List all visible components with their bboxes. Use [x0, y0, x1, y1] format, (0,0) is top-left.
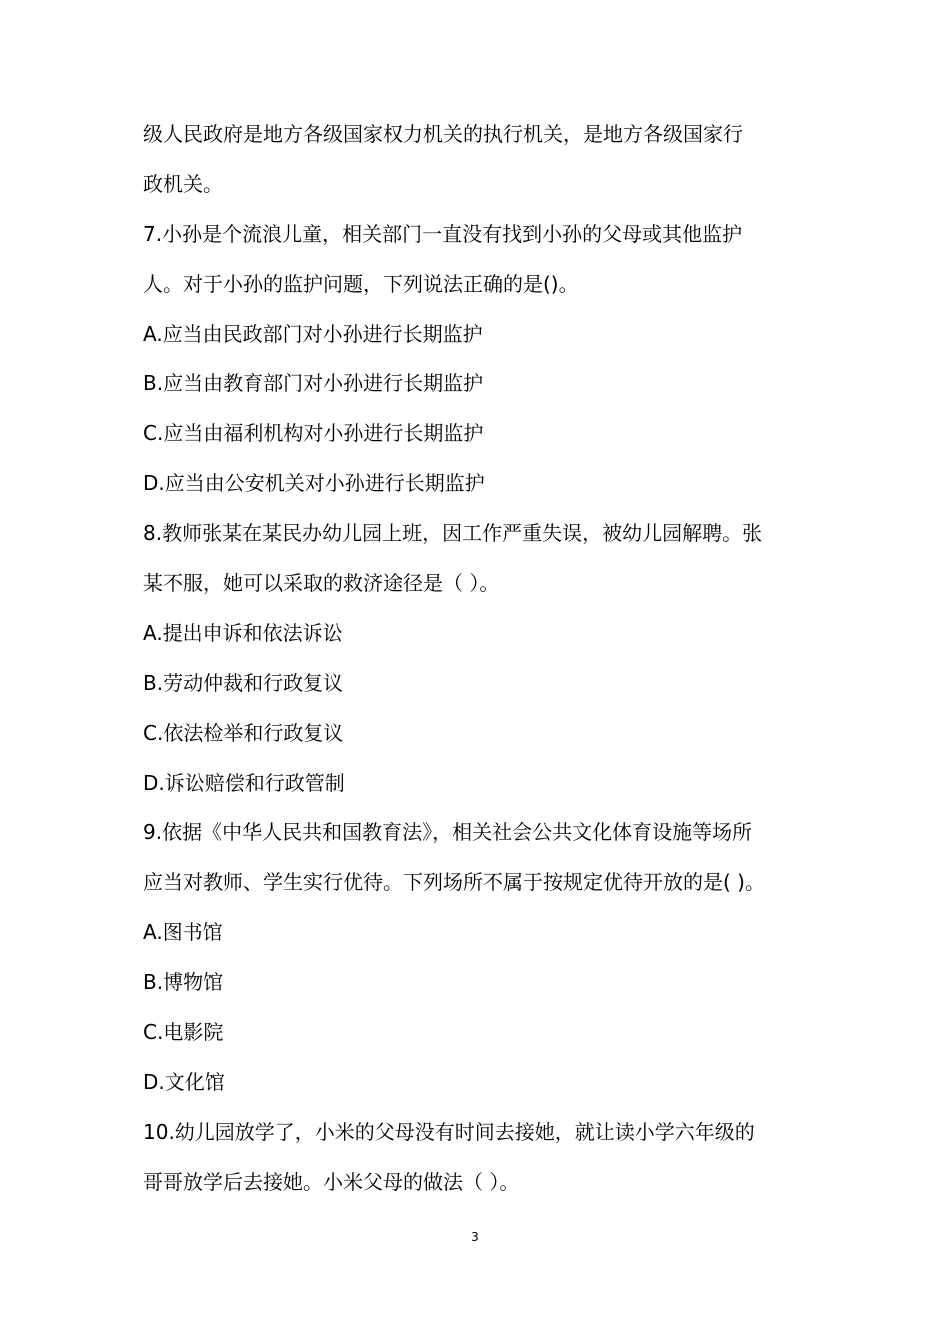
question-7-stem: 人。对于小孙的监护问题，下列说法正确的是()。: [143, 271, 579, 296]
question-10-stem: 10.幼儿园放学了，小米的父母没有时间去接她，就让读小学六年级的: [143, 1119, 755, 1144]
question-9-stem: 应当对教师、学生实行优待。下列场所不属于按规定优待开放的是( )。: [143, 870, 765, 895]
question-8-option-b: B.劳动仲裁和行政复议: [143, 670, 344, 695]
question-10-stem: 哥哥放学后去接她。小米父母的做法（ ）。: [143, 1169, 520, 1194]
question-7-stem: 7.小孙是个流浪儿童，相关部门一直没有找到小孙的父母或其他监护: [143, 221, 743, 246]
page-number: 3: [471, 1230, 479, 1244]
question-9-option-c: C.电影院: [143, 1020, 224, 1045]
question-8-option-d: D.诉讼赔偿和行政管制: [143, 770, 345, 795]
question-9-option-d: D.文化馆: [143, 1069, 225, 1094]
question-8-stem: 某不服，她可以采取的救济途径是（ ）。: [143, 571, 500, 596]
question-9-stem: 9.依据《中华人民共和国教育法》，相关社会公共文化体育设施等场所: [143, 820, 753, 845]
question-7-option-a: A.应当由民政部门对小孙进行长期监护: [143, 321, 483, 346]
text-line: 政机关。: [143, 171, 223, 196]
question-8-stem: 8.教师张某在某民办幼儿园上班，因工作严重失误，被幼儿园解聘。张: [143, 521, 763, 546]
question-7-option-d: D.应当由公安机关对小孙进行长期监护: [143, 471, 485, 496]
document-body: [143, 110, 808, 1208]
text-line: 级人民政府是地方各级国家权力机关的执行机关，是地方各级国家行: [143, 122, 743, 146]
question-7-option-b: B.应当由教育部门对小孙进行长期监护: [143, 371, 484, 396]
question-9-option-a: A.图书馆: [143, 920, 223, 945]
question-8-option-c: C.依法检举和行政复议: [143, 720, 344, 745]
question-9-option-b: B.博物馆: [143, 970, 224, 995]
question-8-option-a: A.提出申诉和依法诉讼: [143, 620, 343, 645]
question-7-option-c: C.应当由福利机构对小孙进行长期监护: [143, 421, 484, 446]
